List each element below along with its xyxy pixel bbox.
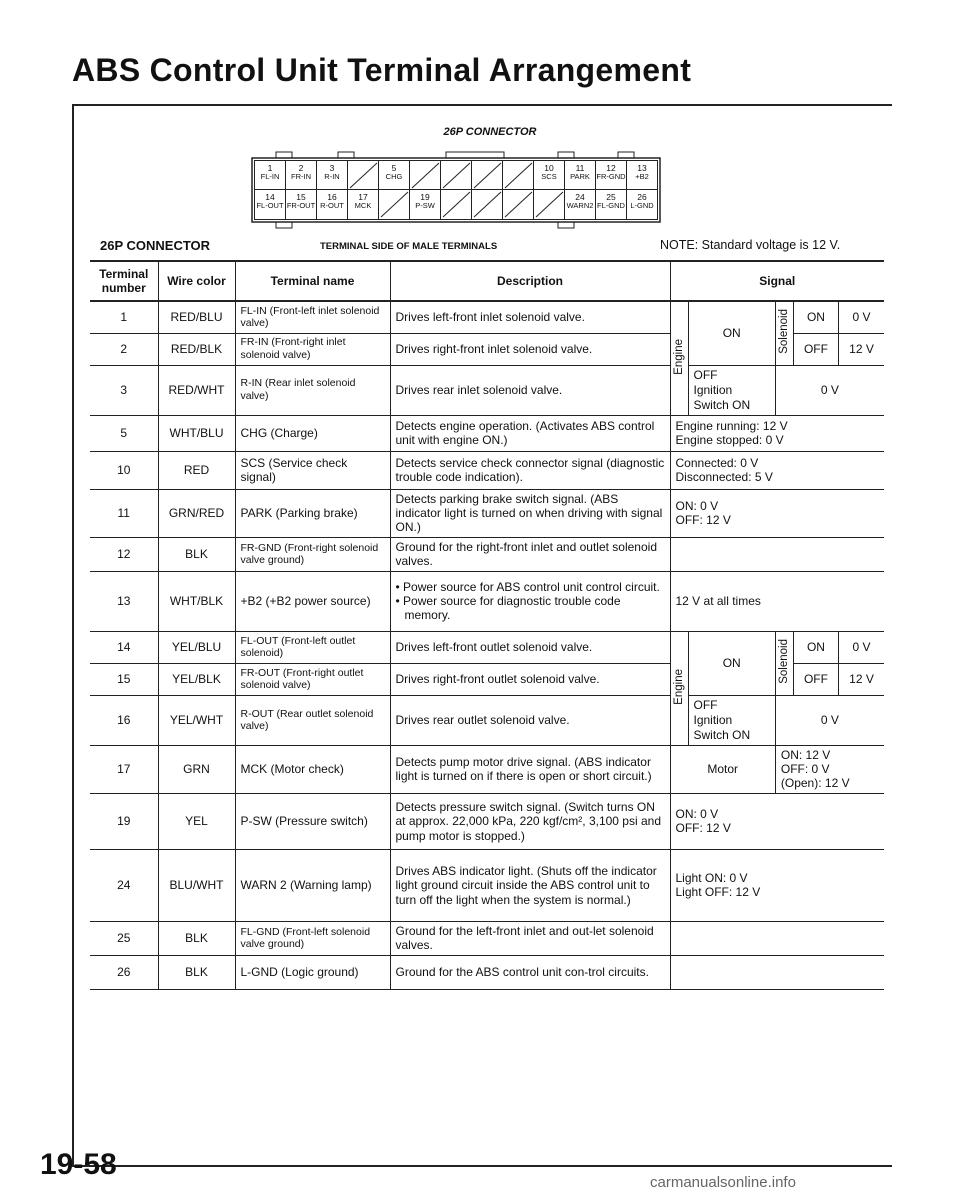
connector-pin-empty	[441, 161, 472, 189]
pin-number: 16	[327, 192, 337, 202]
engine-off-switch-on: Switch ON	[693, 397, 751, 412]
table-row	[90, 921, 884, 955]
pin-row-bottom	[254, 190, 658, 220]
engine-label: Engine	[673, 668, 685, 705]
pin-number: 24	[575, 192, 585, 202]
connector-diagram	[246, 146, 666, 242]
watermark: carmanualsonline.info	[650, 1174, 796, 1191]
wire-color: RED/BLU	[158, 301, 235, 333]
engine-label: Engine	[673, 338, 685, 375]
wire-color: BLK	[158, 537, 235, 571]
description: Detects pressure switch signal. (Switch turns ON at approx. 22,000 kPa, 220 kgf/cm², 3,100 psi and pump motor is stopped.)	[390, 793, 670, 849]
page-title: ABS Control Unit Terminal Arrangement	[72, 52, 692, 88]
connector-pin-empty	[503, 161, 534, 189]
wire-color: WHT/BLU	[158, 415, 235, 451]
pin-number: 5	[391, 163, 397, 173]
table-body	[90, 301, 884, 989]
connector-pin	[534, 161, 565, 189]
terminal-number: 3	[90, 365, 158, 415]
signal-line: ON: 0 V	[675, 806, 719, 821]
connector-pin	[627, 190, 658, 219]
description: Detects pump motor drive signal. (ABS indicator light is turned on if there is open or short circuit.)	[390, 745, 670, 793]
table-row	[90, 489, 884, 537]
terminal-name: FR-GND (Front-right solenoid valve ground)	[235, 537, 390, 571]
description-item: • Power source for ABS control unit control circuit.	[396, 580, 665, 594]
signal	[775, 745, 884, 793]
signal	[670, 793, 884, 849]
pin-number: 19	[420, 192, 430, 202]
pin-number: 11	[575, 163, 585, 173]
terminal-name: FR-IN (Front-right inlet solenoid valve)	[235, 333, 390, 365]
pin-row-top	[254, 160, 658, 190]
engine-off-cell	[688, 695, 775, 745]
signal-line: Engine running: 12 V	[675, 418, 788, 433]
terminal-number: 15	[90, 663, 158, 695]
terminal-number: 26	[90, 955, 158, 989]
pin-label: FL-IN	[260, 172, 280, 182]
connector-pin-empty	[503, 190, 534, 219]
description: Drives ABS indicator light. (Shuts off the indicator light ground circuit inside the ABS control unit to turn off the light when the system is normal.)	[390, 849, 670, 921]
engine-label-cell	[670, 631, 688, 745]
signal	[670, 489, 884, 537]
connector-pin	[596, 190, 627, 219]
terminal-number: 19	[90, 793, 158, 849]
pin-label: CHG	[385, 172, 403, 182]
terminal-name: R-OUT (Rear outlet solenoid valve)	[235, 695, 390, 745]
description: Ground for the left-front inlet and out-let solenoid valves.	[390, 921, 670, 955]
solenoid-off-state: OFF	[793, 333, 838, 365]
signal-line: (Open): 12 V	[780, 776, 850, 791]
engine-off-voltage: 0 V	[775, 365, 884, 415]
terminal-name: WARN 2 (Warning lamp)	[235, 849, 390, 921]
pin-label: FR-IN	[291, 172, 311, 182]
pin-number: 14	[265, 192, 275, 202]
pin-number: 1	[267, 163, 273, 173]
solenoid-on-voltage: 0 V	[839, 631, 884, 663]
solenoid-on-state: ON	[793, 631, 838, 663]
engine-off-ignition: Ignition	[693, 712, 733, 727]
pin-grid	[254, 160, 658, 220]
solenoid-label-cell	[775, 631, 793, 695]
description: Drives rear inlet solenoid valve.	[390, 365, 670, 415]
signal-line: Light ON: 0 V	[675, 870, 748, 885]
pin-label: L-GND	[630, 201, 654, 211]
connector-pin	[286, 190, 317, 219]
solenoid-off-voltage: 12 V	[839, 333, 884, 365]
connector-pin	[317, 190, 348, 219]
header-signal: Signal	[670, 261, 884, 301]
description: Drives right-front outlet solenoid valve.	[390, 663, 670, 695]
pin-number: 26	[637, 192, 647, 202]
connector-pin	[596, 161, 627, 189]
terminal-number: 10	[90, 451, 158, 489]
pin-number: 15	[296, 192, 306, 202]
pin-label: R-OUT	[320, 201, 344, 211]
terminal-name: L-GND (Logic ground)	[235, 955, 390, 989]
wire-color: GRN/RED	[158, 489, 235, 537]
table-row	[90, 415, 884, 451]
frame-top-rule	[72, 104, 892, 106]
signal-line: 12 V at all times	[675, 593, 761, 608]
engine-on-label: ON	[688, 301, 775, 365]
connector-pin	[565, 161, 596, 189]
terminal-number: 25	[90, 921, 158, 955]
description-item: • Power source for diagnostic trouble code memory.	[396, 594, 665, 623]
wire-color: YEL/BLU	[158, 631, 235, 663]
connector-pin-empty	[472, 190, 503, 219]
terminal-number: 1	[90, 301, 158, 333]
engine-label-cell	[670, 301, 688, 415]
description: Detects parking brake switch signal. (ABS indicator light is turned on when driving with signal ON.)	[390, 489, 670, 537]
description: Drives left-front inlet solenoid valve.	[390, 301, 670, 333]
engine-off-ignition: Ignition	[693, 382, 733, 397]
signal-line: OFF: 0 V	[780, 762, 830, 777]
pin-number: 2	[298, 163, 304, 173]
signal	[670, 537, 884, 571]
table-row	[90, 451, 884, 489]
connector-pin	[565, 190, 596, 219]
engine-on-label: ON	[688, 631, 775, 695]
terminal-name: PARK (Parking brake)	[235, 489, 390, 537]
header-name: Terminal name	[235, 261, 390, 301]
pin-label: P-SW	[415, 201, 435, 211]
signal-line: OFF: 12 V	[675, 513, 731, 528]
description-list	[396, 580, 665, 623]
engine-off-switch-on: Switch ON	[693, 727, 751, 742]
wire-color: RED/BLK	[158, 333, 235, 365]
header-terminal: Terminal number	[90, 261, 158, 301]
terminal-name: SCS (Service check signal)	[235, 451, 390, 489]
standard-voltage-note: NOTE: Standard voltage is 12 V.	[660, 238, 841, 252]
solenoid-on-voltage: 0 V	[839, 301, 884, 333]
signal-line: Engine stopped: 0 V	[675, 433, 784, 447]
table-row	[90, 745, 884, 793]
wire-color: BLU/WHT	[158, 849, 235, 921]
pin-label: FL-GND	[597, 201, 625, 211]
frame-left-rule	[72, 104, 74, 1166]
signal	[670, 849, 884, 921]
terminal-name: CHG (Charge)	[235, 415, 390, 451]
connector-pin-empty	[472, 161, 503, 189]
table-row	[90, 849, 884, 921]
terminal-name: R-IN (Rear inlet solenoid valve)	[235, 365, 390, 415]
pin-number: 25	[606, 192, 616, 202]
description: Ground for the ABS control unit con-trol circuits.	[390, 955, 670, 989]
pin-number: 3	[329, 163, 335, 173]
connector-pin-empty	[348, 161, 379, 189]
pin-label: WARN2	[566, 201, 594, 211]
engine-off-cell	[688, 365, 775, 415]
table-row	[90, 571, 884, 631]
connector-pin-empty	[441, 190, 472, 219]
terminal-number: 5	[90, 415, 158, 451]
header-wire: Wire color	[158, 261, 235, 301]
solenoid-on-state: ON	[793, 301, 838, 333]
solenoid-off-voltage: 12 V	[839, 663, 884, 695]
terminal-name: FL-IN (Front-left inlet solenoid valve)	[235, 301, 390, 333]
signal-label: Motor	[670, 745, 775, 793]
wire-color: RED/WHT	[158, 365, 235, 415]
pin-label: FL-OUT	[256, 201, 284, 211]
pin-number: 13	[637, 163, 647, 173]
connector-pin-empty	[534, 190, 565, 219]
pin-label: SCS	[541, 172, 557, 182]
pin-label: +B2	[635, 172, 649, 182]
pin-label: MCK	[354, 201, 372, 211]
wire-color: YEL	[158, 793, 235, 849]
terminal-number: 11	[90, 489, 158, 537]
table-row	[90, 631, 884, 663]
pin-label: FR-OUT	[286, 201, 316, 211]
pin-number: 17	[358, 192, 368, 202]
signal	[670, 571, 884, 631]
terminal-name: FL-OUT (Front-left outlet solenoid)	[235, 631, 390, 663]
terminal-name: +B2 (+B2 power source)	[235, 571, 390, 631]
connector-pin	[379, 161, 410, 189]
terminal-name: MCK (Motor check)	[235, 745, 390, 793]
wire-color: YEL/BLK	[158, 663, 235, 695]
description: Detects engine operation. (Activates ABS control unit with engine ON.)	[390, 415, 670, 451]
terminal-name: FL-GND (Front-left solenoid valve ground)	[235, 921, 390, 955]
solenoid-off-state: OFF	[793, 663, 838, 695]
terminal-number: 17	[90, 745, 158, 793]
description: Drives rear outlet solenoid valve.	[390, 695, 670, 745]
wire-color: RED	[158, 451, 235, 489]
terminal-table	[90, 260, 884, 990]
signal-line: ON: 0 V	[675, 498, 719, 513]
signal	[670, 451, 884, 489]
pin-label: PARK	[570, 172, 590, 182]
connector-side-label: 26P CONNECTOR	[100, 238, 211, 253]
terminal-name: FR-OUT (Front-right outlet solenoid valve)	[235, 663, 390, 695]
connector-pin	[317, 161, 348, 189]
signal-line: Light OFF: 12 V	[675, 885, 761, 900]
description	[390, 571, 670, 631]
connector-pin	[348, 190, 379, 219]
table-row	[90, 793, 884, 849]
engine-off-off: OFF	[693, 367, 718, 382]
description: Drives left-front outlet solenoid valve.	[390, 631, 670, 663]
signal-line: OFF: 12 V	[675, 821, 731, 836]
table-row	[90, 955, 884, 989]
connector-pin	[286, 161, 317, 189]
connector-pin	[410, 190, 441, 219]
description: Ground for the right-front inlet and outlet solenoid valves.	[390, 537, 670, 571]
header-description: Description	[390, 261, 670, 301]
table-row	[90, 365, 884, 415]
solenoid-label: Solenoid	[778, 639, 791, 685]
wire-color: GRN	[158, 745, 235, 793]
description: Detects service check connector signal (diagnostic trouble code indication).	[390, 451, 670, 489]
table-row	[90, 537, 884, 571]
signal-line: Connected: 0 V	[675, 455, 759, 470]
description: Drives right-front inlet solenoid valve.	[390, 333, 670, 365]
terminal-number: 13	[90, 571, 158, 631]
wire-color: YEL/WHT	[158, 695, 235, 745]
signal-line: Disconnected: 5 V	[675, 470, 773, 484]
table-row	[90, 301, 884, 333]
terminal-number: 16	[90, 695, 158, 745]
signal	[670, 415, 884, 451]
signal-line: ON: 12 V	[780, 747, 831, 762]
signal	[670, 955, 884, 989]
signal	[670, 921, 884, 955]
terminal-number: 12	[90, 537, 158, 571]
pin-number: 12	[606, 163, 616, 173]
engine-off-voltage: 0 V	[775, 695, 884, 745]
connector-pin	[254, 190, 286, 219]
pin-label: R-IN	[324, 172, 340, 182]
wire-color: WHT/BLK	[158, 571, 235, 631]
connector-pin	[254, 161, 286, 189]
pin-number: 10	[544, 163, 554, 173]
engine-off-off: OFF	[693, 697, 718, 712]
connector-pin-empty	[410, 161, 441, 189]
terminal-number: 14	[90, 631, 158, 663]
wire-color: BLK	[158, 921, 235, 955]
table-header-row	[90, 261, 884, 301]
page-number: 19-58	[40, 1148, 117, 1181]
connector-caption: TERMINAL SIDE OF MALE TERMINALS	[320, 241, 498, 252]
solenoid-label: Solenoid	[778, 309, 791, 355]
terminal-number: 24	[90, 849, 158, 921]
pin-label: FR-GND	[596, 172, 626, 182]
connector-pin-empty	[379, 190, 410, 219]
table-row	[90, 695, 884, 745]
wire-color: BLK	[158, 955, 235, 989]
frame-bottom-rule	[72, 1165, 892, 1167]
solenoid-label-cell	[775, 301, 793, 365]
connector-title: 26P CONNECTOR	[443, 126, 537, 138]
terminal-name: P-SW (Pressure switch)	[235, 793, 390, 849]
connector-pin	[627, 161, 658, 189]
terminal-number: 2	[90, 333, 158, 365]
